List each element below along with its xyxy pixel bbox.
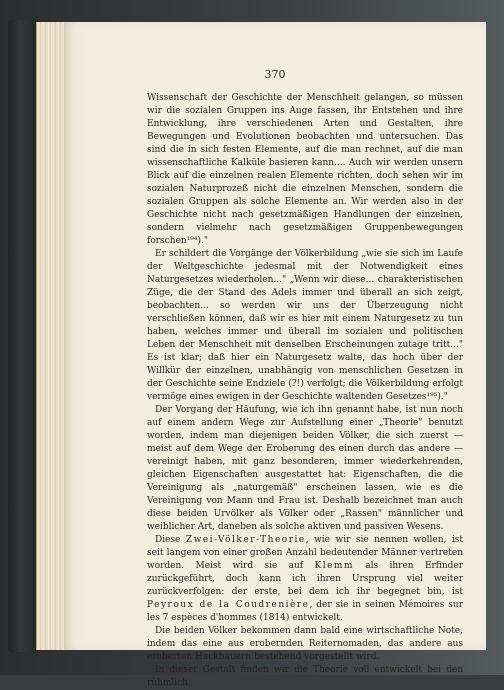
paragraph-3: Der Vorgang der Häufung, wie ich ihn genannt habe, ist nun noch auf einem andern Wege zur Aufstellung einer „Theorie" benutzt worden, indem man diejenigen beiden Völker, die sich zuerst — meist auf dem Wege der Eroberung des einen durch das andere — vereinigt haben, mit ganz besonderen, immer wiederkehrenden, gleichen Eigenschaften ausgestattet hat: Eigenschaften, die die Vereinigung als „naturgemäß" erscheinen lassen, wie es die Vereinigung von Mann und Frau ist. Deshalb bezeichnet man auch diese beiden Urvölker als Völker oder „Rassen" männlicher und weiblicher Art, daneben als solche aktiven und passiven Wesens.: [147, 405, 463, 532]
paragraph-4-part-d: , der sie in seinen Mémoires sur les 7 espèces d'hommes (1814) entwickelt.: [147, 600, 463, 623]
paragraph-2: Er schildert die Vorgänge der Völkerbildung „wie sie sich im Laufe der Weltgeschichte jedesmal mit der Notwendigkeit eines Naturgesetzes wiederholen..." „Wenn wir diese... charakteristischen Züge, die der Stand des Adels immer und überall an sich zeigt, beobachten... so werden wir uns der Überzeugung nicht verschließen können, daß wir es hier mit einem Naturgesetz zu tun haben, welches immer und überall im sozialen und politischen Leben der Menschheit mit denselben Erscheinungen zutage tritt..." Es ist klar; daß hier ein Naturgesetz walte, das hoch über der Willkür der einzelnen, unabhängig von menschlichen Gesetzen in der Geschichte seine Endziele (?!) verfolgt; die Völkerbildung erfolgt vermöge eines ewigen in der Geschichte waltenden Gesetzes¹⁹⁵).": [147, 249, 463, 402]
paragraph-4: [147, 534, 463, 625]
page-number: 370: [264, 68, 286, 81]
paragraph-5: Die beiden Völker bekommen dann bald eine wirtschaftliche Note, indem das eine aus erobernden Reiternomaden, das andere aus eroberten Hackbauern bestehend vorgestellt wird.: [147, 626, 463, 662]
page-text: [147, 92, 463, 690]
book-binding: [8, 20, 38, 652]
paragraph-4-part-c: als ihren Erfinder zurückgeführt, doch kann ich ihren Ursprung viel weiter zurückverfolgen: der erste, bei dem ich ihr begegnet bin, ist: [147, 561, 463, 597]
theory-name: Zwei-Völker-Theorie: [185, 535, 306, 545]
author-peyroux: Peyroux de la Coudrenière: [147, 600, 310, 610]
paragraph-4-part-b: , wie wir sie nennen wollen, ist seit langem von einer großen Anzahl bedeutender Männer vertreten worden. Meist wird sie auf: [147, 535, 463, 571]
paragraph-1: Wissenschaft der Geschichte der Menschheit gelangen, so müssen wir die sozialen Gruppen ins Auge fassen, ihr Entstehen und ihre Entwicklung, ihre verschiedenen Arten und Gestalten, ihre Bewegungen und Evolutionen beobachten und untersuchen. Das sind die in sich festen Elemente, auf die man rechnet, auf die man wissenschaftliche Kalküle basieren kann.... Auch wir werden unsern Blick auf die einzelnen realen Elemente richten, doch sehen wir im sozialen Naturprozeß nicht die einzelnen Menschen, sondern die sozialen Gruppen als solche Elemente an. Wir werden also in der Geschichte nicht nach gesetzmäßigen Handlungen der einzelnen, sondern vielmehr nach gesetzmäßigen Gruppenbewegungen forschen¹⁹⁴).": [147, 93, 463, 246]
paragraph-6: In dieser Gestalt finden wir die Theorie voll entwickelt bei den rühmlich: [147, 665, 463, 688]
author-klemm: Klemm: [314, 561, 354, 571]
paragraph-4-part-a: Diese: [155, 535, 186, 545]
page-edges: [36, 22, 67, 650]
